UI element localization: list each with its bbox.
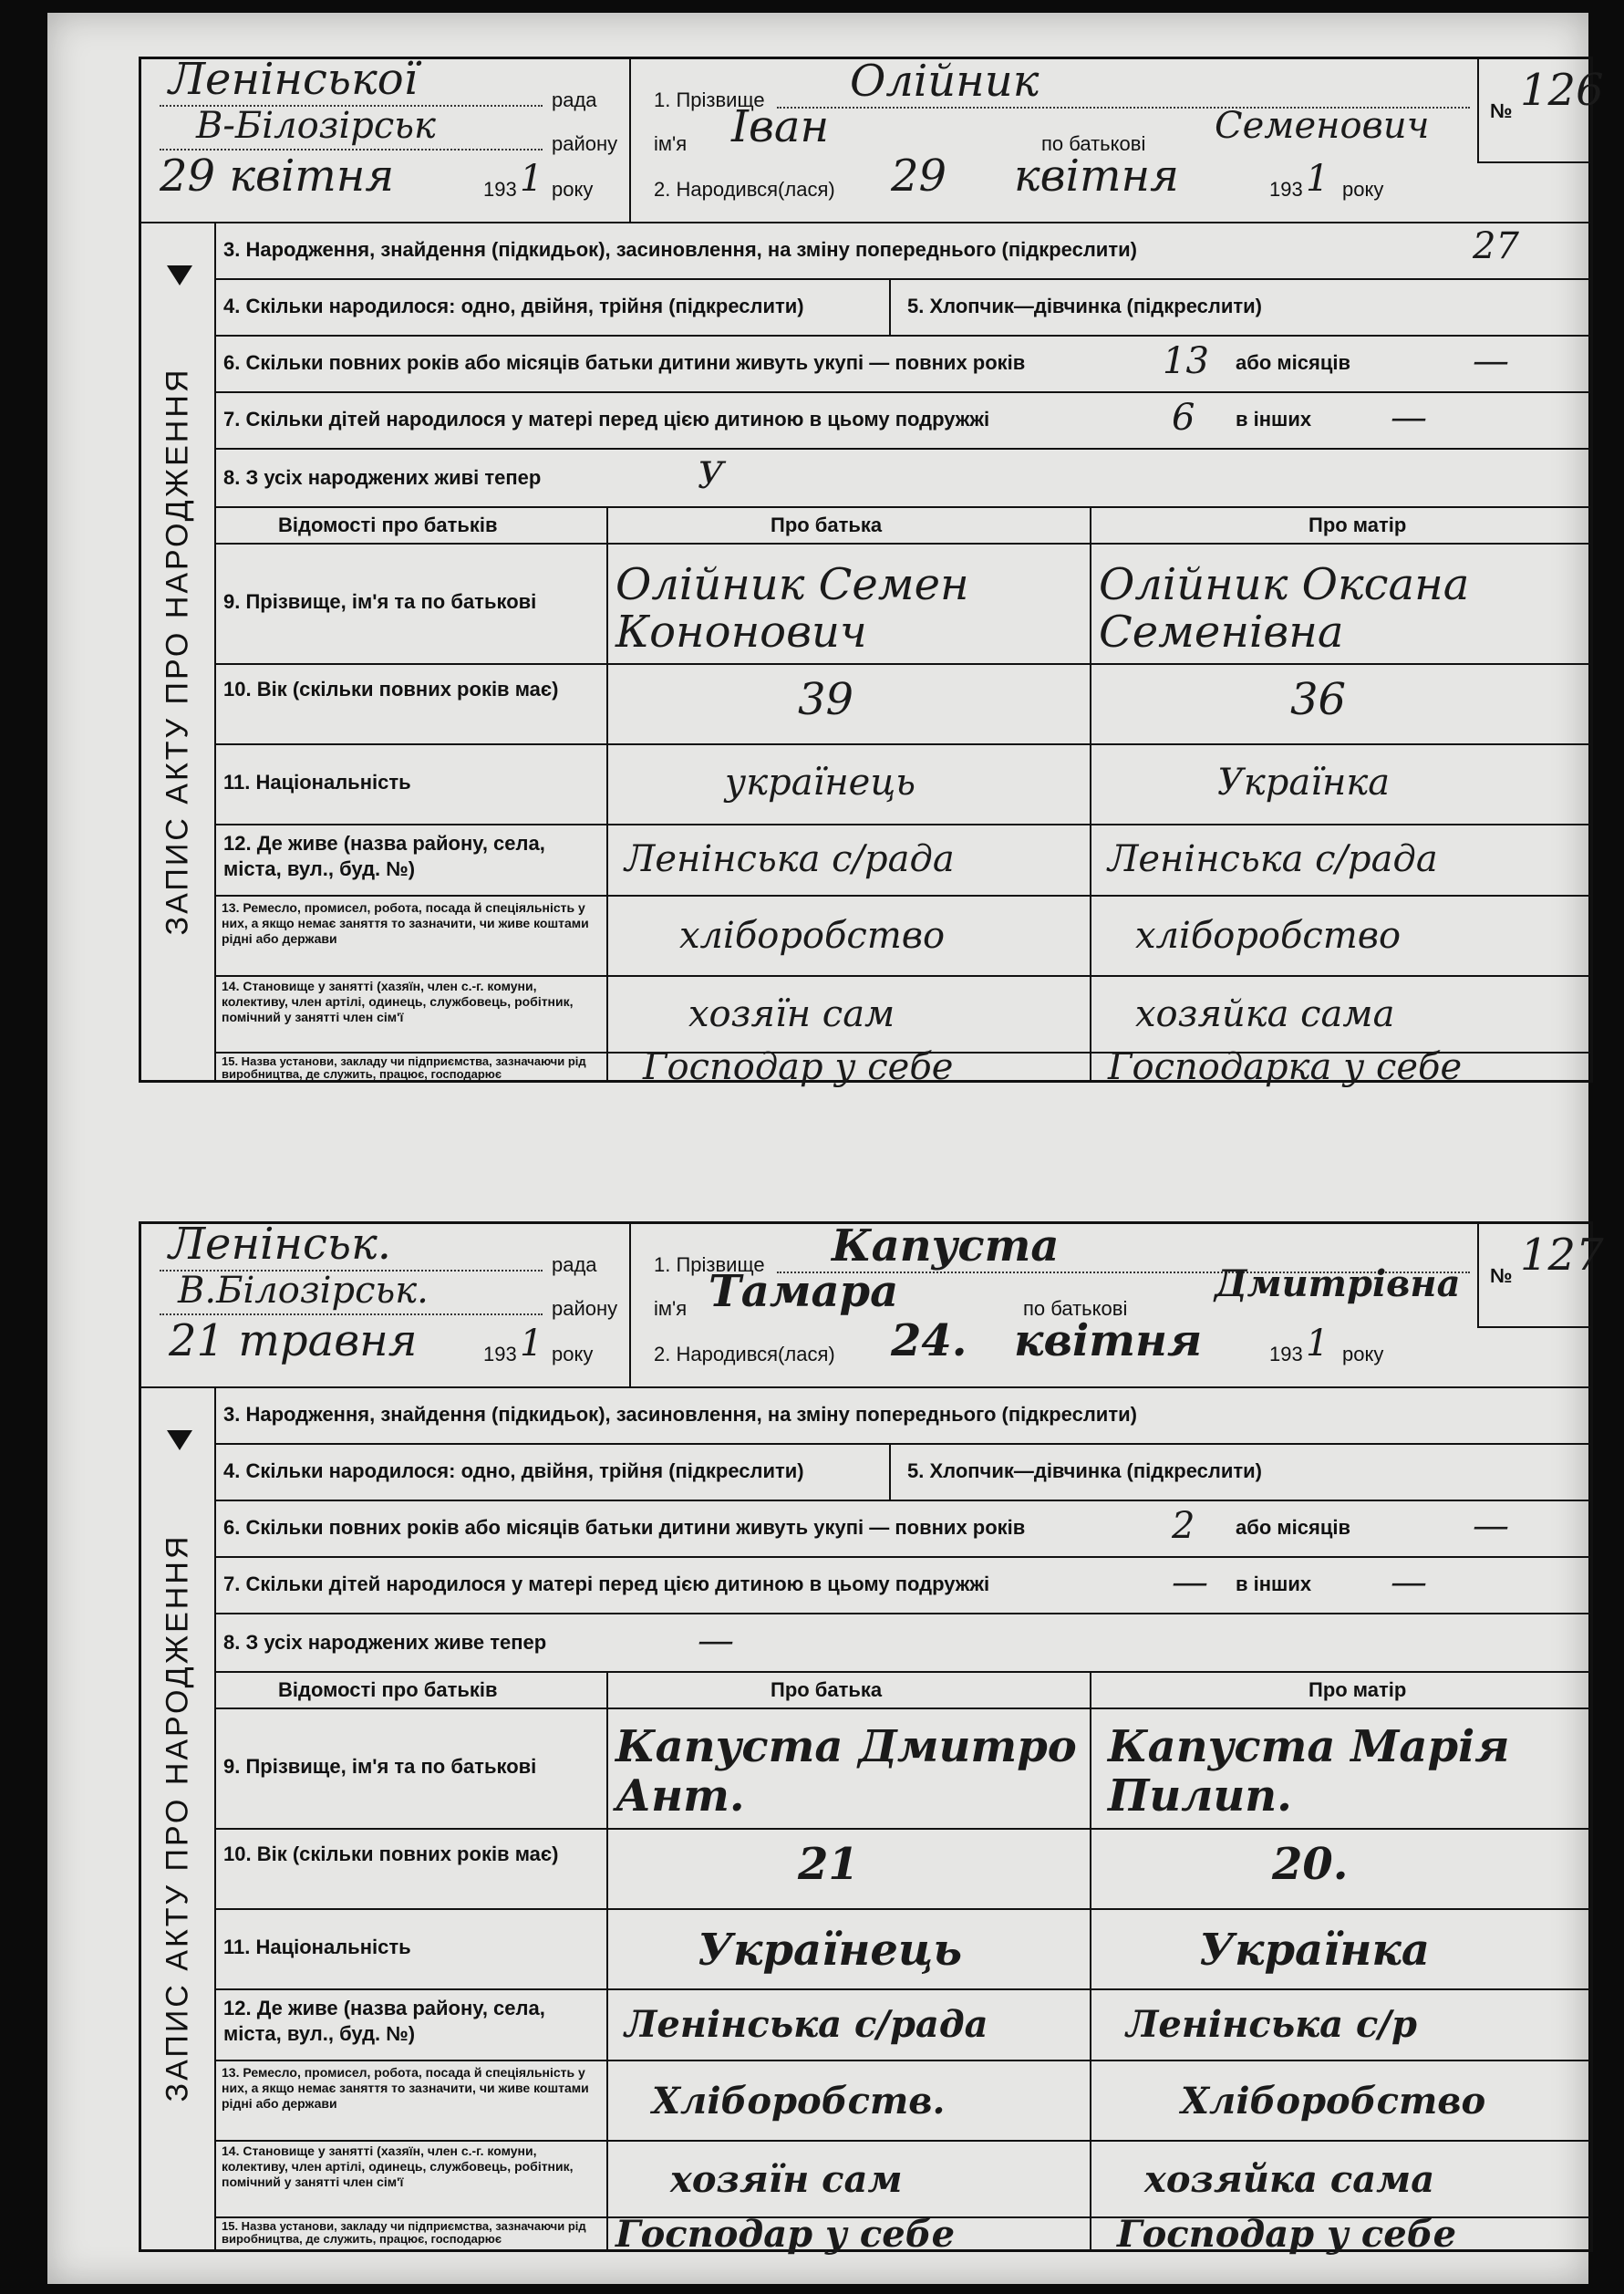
table-row-15 [214, 1046, 1590, 1088]
row-6-tail: або місяців [1236, 1516, 1350, 1539]
father-name: Олійник Семен Кононович [615, 559, 969, 658]
child-patronymic: Дмитрівна [1215, 1262, 1461, 1305]
table-row-12 [214, 1990, 1590, 2061]
row-3-text: 3. Народження, знайдення (підкидьок), засиновлення, на зміну попереднього (підкреслити) [223, 238, 1137, 261]
born-month: квітня [1014, 1315, 1203, 1366]
child-patronymic: Семенович [1215, 105, 1430, 147]
number-label: № [1490, 99, 1513, 122]
table-row-14 [214, 2142, 1590, 2218]
year-digit: 1 [520, 1323, 543, 1365]
surname-label: 1. Прізвище [654, 1253, 765, 1276]
row-14-label: 14. Становище у занятті (хазяїн, член с.-г. комуни, колективу, член артілі, одинець, службовець, робітник, помічний у занятті член сім'ї [222, 979, 574, 1024]
father-occupation: хліборобство [679, 915, 946, 957]
row-3 [214, 1388, 1590, 1445]
record-number-box [1477, 59, 1604, 163]
mother-workplace: Господар у себе [1117, 2213, 1457, 2256]
row-3 [214, 223, 1590, 280]
father-status: хозяїн сам [688, 993, 895, 1035]
row-12-label: 12. Де живе (назва району, села, міста, вул., буд. №) [223, 1997, 545, 2045]
row-9-label: 9. Прізвище, ім'я та по батькові [223, 590, 537, 613]
name-label: ім'я [654, 1297, 688, 1320]
row-5-text: 5. Хлопчик—дівчинка (підкреслити) [907, 1459, 1263, 1482]
col-label-header: Відомості про батьків [278, 1678, 498, 1701]
child-surname: Капуста [832, 1220, 1060, 1272]
table-row-10 [214, 665, 1590, 745]
row-11-label: 11. Національність [223, 771, 411, 794]
row-4-5 [214, 280, 1590, 337]
mother-status: хозяйка сама [1135, 993, 1395, 1035]
born-label: 2. Народився(лася) [654, 1343, 835, 1365]
table-row-13 [214, 2061, 1590, 2142]
father-age: 21 [798, 1839, 859, 1890]
patronymic-label: по батькові [1023, 1297, 1128, 1320]
mother-nationality: Українка [1199, 1925, 1430, 1976]
col-father-header: Про батька [771, 514, 883, 536]
patronymic-label: по батькові [1041, 132, 1146, 155]
council-name: Ленінськ. [169, 1219, 391, 1270]
father-workplace: Господар у себе [643, 1046, 954, 1088]
father-occupation: Хліборобств. [652, 2080, 946, 2123]
mother-workplace: Господарка у себе [1108, 1046, 1463, 1088]
row-8-value: У [698, 455, 724, 497]
mother-age: 20. [1272, 1839, 1349, 1890]
row-11-label: 11. Національність [223, 1936, 411, 1958]
mother-occupation: хліборобство [1135, 915, 1402, 957]
year-label: року [552, 1343, 594, 1365]
row-8-text: 8. З усіх народжених живе тепер [223, 1631, 547, 1654]
child-name: Тамара [709, 1266, 899, 1317]
surname-label: 1. Прізвище [654, 88, 765, 111]
table-row-10 [214, 1830, 1590, 1910]
district-name: В-Білозірськ [196, 105, 436, 147]
mother-age: 36 [1290, 674, 1347, 725]
row-7 [214, 393, 1590, 450]
col-mother-header: Про матір [1309, 514, 1407, 536]
born-year-prefix: 193 [1269, 1343, 1303, 1365]
birth-record-form-1 [139, 54, 1604, 1088]
table-row-11 [214, 1910, 1590, 1990]
col-label-header: Відомості про батьків [278, 514, 498, 536]
document-page [47, 13, 1604, 2284]
row-12-label: 12. Де живе (назва району, села, міста, вул., буд. №) [223, 832, 545, 880]
triangle-marker-icon [167, 1430, 192, 1450]
row-7-value: 6 [1172, 397, 1195, 439]
row-6 [214, 337, 1590, 393]
row-3-mark: 27 [1473, 225, 1519, 267]
district-name: В.Білозірськ. [178, 1270, 429, 1312]
child-name: Іван [731, 101, 830, 152]
record-number: 126 [1520, 65, 1604, 116]
table-row-14 [214, 977, 1590, 1054]
parents-table-header [214, 508, 1590, 545]
year-label: року [552, 178, 594, 201]
father-nationality: Українець [698, 1925, 963, 1976]
row-6-text: 6. Скільки повних років або місяців батьки дитини живуть укупі — повних років [223, 1516, 1026, 1539]
row-6-text: 6. Скільки повних років або місяців батьки дитини живуть укупі — повних років [223, 351, 1026, 374]
year-prefix: 193 [483, 178, 517, 201]
row-4-5 [214, 1445, 1590, 1501]
table-row-9 [214, 545, 1590, 665]
mother-nationality: Українка [1217, 762, 1391, 804]
table-row-9 [214, 1709, 1590, 1830]
side-title [141, 1386, 216, 2249]
mother-status: хозяйка сама [1144, 2158, 1435, 2201]
row-6-tail: або місяців [1236, 351, 1350, 374]
table-row-12 [214, 825, 1590, 897]
council-label: рада [552, 1253, 597, 1276]
row-3-text: 3. Народження, знайдення (підкидьок), засиновлення, на зміну попереднього (підкреслити) [223, 1403, 1137, 1426]
born-year-digit: 1 [1306, 1323, 1329, 1365]
row-10-label: 10. Вік (скільки повних років має) [223, 678, 559, 701]
side-title [141, 222, 216, 1080]
father-name: Капуста Дмитро Ант. [615, 1721, 1077, 1822]
row-7-tail: в інших [1236, 408, 1312, 431]
record-number-box [1477, 1224, 1604, 1328]
council-name: Ленінської [169, 54, 418, 105]
father-residence: Ленінська с/рада [625, 2003, 988, 2046]
row-7-tail-value: — [1391, 1562, 1427, 1604]
row-13-label: 13. Ремесло, промисел, робота, посада й спеціяльність у них, а якщо немає заняття то зазначити, чи живе коштами рідні або держави [222, 2065, 589, 2111]
born-day: 24. [891, 1315, 967, 1366]
row-5-text: 5. Хлопчик—дівчинка (підкреслити) [907, 295, 1263, 317]
record-number: 127 [1520, 1230, 1604, 1281]
mother-name: Олійник Оксана Семенівна [1099, 559, 1470, 658]
born-day: 29 [891, 151, 947, 202]
row-8 [214, 450, 1590, 508]
father-age: 39 [798, 674, 854, 725]
name-label: ім'я [654, 132, 688, 155]
col-mother-header: Про матір [1309, 1678, 1407, 1701]
row-6 [214, 1501, 1590, 1558]
table-row-11 [214, 745, 1590, 825]
number-label: № [1490, 1264, 1513, 1287]
form-header [141, 1219, 1604, 1388]
child-identity-block [631, 1220, 1479, 1386]
table-row-13 [214, 897, 1590, 977]
born-month: квітня [1014, 151, 1179, 202]
registration-date: 29 квітня [160, 151, 395, 202]
table-row-15 [214, 2213, 1590, 2256]
registration-date: 21 травня [169, 1315, 418, 1366]
registration-block [141, 54, 631, 222]
father-residence: Ленінська с/рада [625, 838, 955, 880]
row-7-value: — [1172, 1562, 1208, 1604]
row-7-text: 7. Скільки дітей народилося у матері перед цією дитиною в цьому подружжі [223, 408, 990, 431]
born-year-label: року [1342, 178, 1384, 201]
born-year-label: року [1342, 1343, 1384, 1365]
row-15-label: 15. Назва установи, закладу чи підприємства, зазначаючи рід виробництва, де служить, працює, господарює [222, 2219, 586, 2246]
child-identity-block [631, 56, 1479, 222]
row-7-text: 7. Скільки дітей народилося у матері перед цією дитиною в цьому подружжі [223, 1573, 990, 1595]
row-7 [214, 1558, 1590, 1614]
registration-block [141, 1219, 631, 1386]
mother-residence: Ленінська с/р [1126, 2003, 1417, 2046]
row-13-label: 13. Ремесло, промисел, робота, посада й спеціяльність у них, а якщо немає заняття то зазначити, чи живе коштами рідні або держави [222, 900, 589, 946]
triangle-marker-icon [167, 265, 192, 285]
mother-residence: Ленінська с/рада [1108, 838, 1438, 880]
row-4-text: 4. Скільки народилося: одно, двійня, трійня (підкреслити) [223, 1459, 804, 1482]
row-6-tail-value: — [1473, 1505, 1509, 1547]
row-14-label: 14. Становище у занятті (хазяїн, член с.-г. комуни, колективу, член артілі, одинець, службовець, робітник, помічний у занятті член сім'ї [222, 2143, 574, 2189]
born-year-digit: 1 [1306, 158, 1329, 200]
row-15-label: 15. Назва установи, закладу чи підприємства, зазначаючи рід виробництва, де служить, працює, господарює [222, 1054, 586, 1081]
row-8-text: 8. З усіх народжених живі тепер [223, 466, 542, 489]
year-prefix: 193 [483, 1343, 517, 1365]
col-father-header: Про батька [771, 1678, 883, 1701]
father-status: хозяїн сам [670, 2158, 903, 2201]
council-label: рада [552, 88, 597, 111]
row-6-value: 2 [1172, 1505, 1195, 1547]
row-9-label: 9. Прізвище, ім'я та по батькові [223, 1755, 537, 1778]
row-8-value: — [698, 1620, 734, 1662]
child-surname: Олійник [850, 56, 1040, 107]
born-year-prefix: 193 [1269, 178, 1303, 201]
district-label: району [552, 1297, 618, 1320]
row-6-tail-value: — [1473, 340, 1509, 382]
row-10-label: 10. Вік (скільки повних років має) [223, 1842, 559, 1865]
side-title-text: ЗАПИС АКТУ ПРО НАРОДЖЕННЯ [160, 367, 195, 935]
father-workplace: Господар у себе [615, 2213, 956, 2256]
district-label: району [552, 132, 618, 155]
parents-table-header [214, 1673, 1590, 1709]
row-8 [214, 1614, 1590, 1673]
year-digit: 1 [520, 158, 543, 200]
father-nationality: українець [725, 762, 916, 804]
mother-name: Капуста Марія Пилип. [1108, 1721, 1510, 1822]
mother-occupation: Хліборобство [1181, 2080, 1486, 2123]
row-7-tail-value: — [1391, 397, 1427, 439]
form-header [141, 54, 1604, 223]
birth-record-form-2 [139, 1219, 1604, 2256]
row-6-value: 13 [1163, 340, 1209, 382]
row-7-tail: в інших [1236, 1573, 1312, 1595]
born-label: 2. Народився(лася) [654, 178, 835, 201]
side-title-text: ЗАПИС АКТУ ПРО НАРОДЖЕННЯ [160, 1533, 195, 2102]
row-4-text: 4. Скільки народилося: одно, двійня, трійня (підкреслити) [223, 295, 804, 317]
